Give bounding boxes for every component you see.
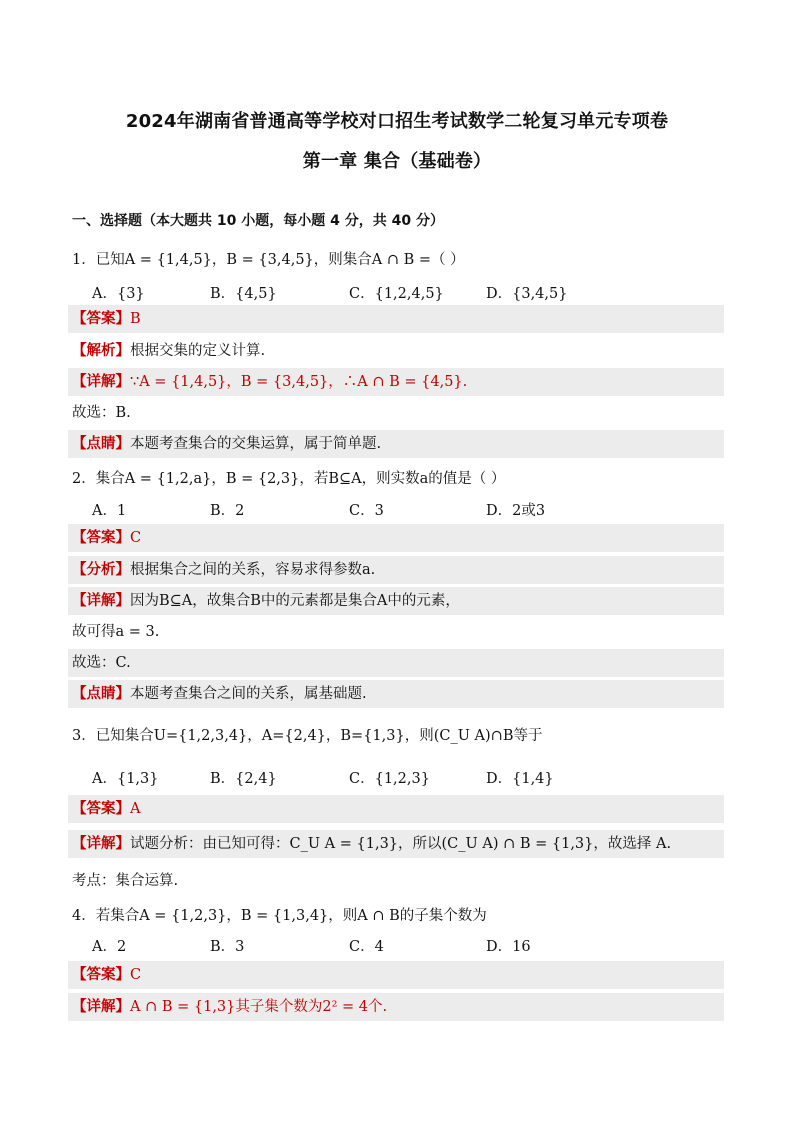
q4-option-c: C．4 — [349, 939, 384, 955]
q2-option-a: A．1 — [92, 503, 127, 519]
q2-result: 故可得a = 3. — [72, 624, 160, 640]
document-title: 2024年湖南省普通高等学校对口招生考试数学二轮复习单元专项卷 — [125, 111, 669, 132]
q1-option-a: A．{3} — [92, 286, 145, 302]
q3-answer-band — [68, 795, 724, 823]
q3-option-c: C．{1,2,3} — [349, 771, 430, 787]
q1-answer-band — [68, 305, 724, 333]
q3-detail: 【详解】试题分析：由已知可得：C_U A = {1,3}，所以(C_U A) ∩ B = {1,3}，故选择 A. — [72, 835, 672, 852]
q2-stem: 2．集合A = {1,2,a}，B = {2,3}，若B⊆A，则实数a的值是（ ） — [72, 471, 506, 487]
q3-stem: 3．已知集合U={1,2,3,4}，A={2,4}，B={1,3}，则(C_U A)∩B等于 — [72, 728, 543, 744]
q3-option-d: D．{1,4} — [486, 771, 554, 787]
q2-note: 【点睛】本题考查集合之间的关系，属基础题. — [72, 685, 367, 702]
q3-knowledge-point: 考点：集合运算. — [72, 873, 179, 889]
q1-note: 【点睛】本题考查集合的交集运算，属于简单题. — [72, 435, 382, 452]
q2-choice-band — [68, 649, 724, 677]
q2-option-c: C．3 — [349, 503, 384, 519]
q2-detail: 【详解】因为B⊆A，故集合B中的元素都是集合A中的元素， — [72, 592, 460, 609]
q2-option-d: D．2或3 — [486, 503, 546, 519]
q4-option-b: B．3 — [210, 939, 245, 955]
section-heading: 一、选择题（本大题共 10 小题，每小题 4 分，共 40 分） — [72, 213, 444, 229]
q3-answer: 【答案】A — [72, 800, 141, 817]
q2-analysis: 【分析】根据集合之间的关系，容易求得参数a. — [72, 561, 376, 578]
q4-answer-band — [68, 961, 724, 989]
q2-answer: 【答案】C — [72, 529, 142, 546]
q1-answer: 【答案】B — [72, 310, 141, 327]
q1-option-d: D．{3,4,5} — [486, 286, 568, 302]
q4-detail: 【详解】A ∩ B = {1,3}其子集个数为2² = 4个. — [72, 998, 388, 1015]
document-subtitle: 第一章 集合（基础卷） — [302, 151, 492, 172]
q4-stem: 4．若集合A = {1,2,3}，B = {1,3,4}，则A ∩ B的子集个数为 — [72, 908, 487, 924]
q3-option-b: B．{2,4} — [210, 771, 277, 787]
q1-stem: 1．已知A = {1,4,5}，B = {3,4,5}，则集合A ∩ B =（ ） — [72, 252, 465, 268]
q1-choice: 故选：B. — [72, 405, 131, 421]
q2-answer-band — [68, 524, 724, 552]
q4-answer: 【答案】C — [72, 966, 142, 983]
q2-choice: 故选：C. — [72, 655, 131, 671]
q3-option-a: A．{1,3} — [92, 771, 159, 787]
q2-option-b: B．2 — [210, 503, 245, 519]
q1-option-b: B．{4,5} — [210, 286, 277, 302]
q1-detail: 【详解】∵A = {1,4,5}，B = {3,4,5}，∴A ∩ B = {4,5}. — [72, 373, 468, 390]
q4-option-a: A．2 — [92, 939, 127, 955]
q1-option-c: C．{1,2,4,5} — [349, 286, 444, 302]
q4-option-d: D．16 — [486, 939, 531, 955]
q1-jiexi: 【解析】根据交集的定义计算. — [72, 342, 266, 359]
